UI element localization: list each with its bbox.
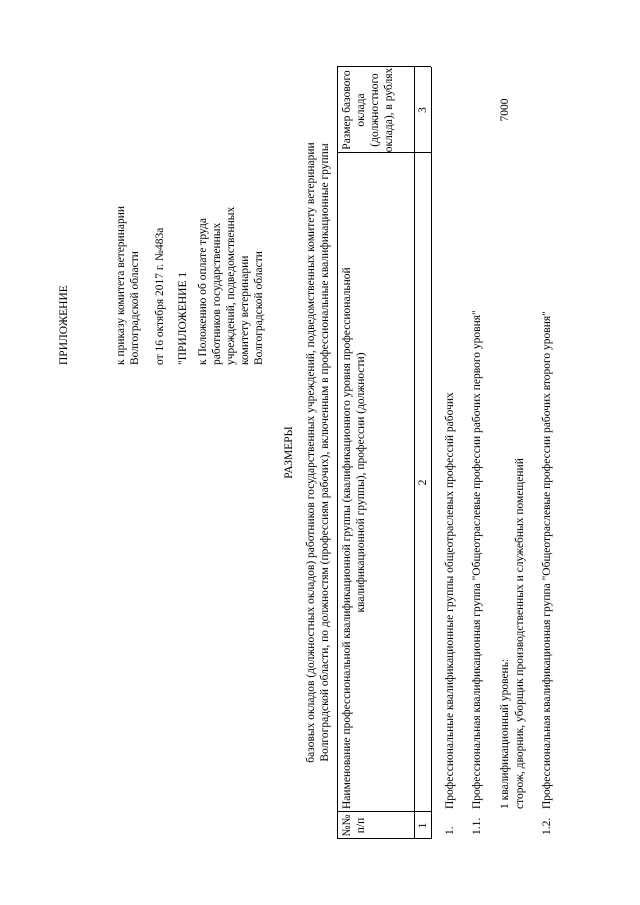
row-value: 7000 [499, 98, 511, 122]
subtitle-line-1: базовых окладов (должностных окладов) работников государственных учреждений, подведомственных комитету ветеринарии [305, 142, 317, 763]
header-name-line-2: квалификационной группы), профессии (должности) [355, 352, 367, 613]
appendix1-line-1: к Положению об оплате труда [197, 218, 209, 365]
subtitle-line-2: Волгоградской области, по должностям (профессиям рабочих), включенным в профессиональные квалификационные группы [319, 143, 331, 762]
row-text: 1 квалификационный уровень: [499, 658, 511, 809]
row-number: 1.1. [471, 817, 483, 835]
row-text: Профессиональная квалификационная группа "Общеотраслевые профессии рабочих первого уровня" [471, 310, 483, 809]
header-salary-line-2: оклада [355, 93, 367, 127]
appendix1-title: "ПРИЛОЖЕНИЕ 1 [177, 271, 189, 365]
table-top-border [337, 67, 338, 839]
row-text: сторож, дворник, уборщик производственных и служебных помещений [514, 458, 526, 809]
appendix1-line-3: учреждений, подведомственных [225, 206, 237, 365]
row-text: Профессиональные квалификационные группы общеотраслевых профессий рабочих [444, 392, 456, 809]
col-number-1: 1 [417, 822, 429, 829]
header-divider [414, 67, 415, 839]
appendix-line-1: к приказу комитета ветеринарии [115, 205, 127, 365]
header-salary-line-1: Размер базового [341, 70, 353, 150]
col-number-2: 2 [417, 479, 429, 486]
header-name-line-1: Наименование профессиональной квалификационной группы (квалификационного уровня профессиональной [341, 267, 353, 809]
header-num-line-2: п/п [355, 817, 367, 834]
col-number-3: 3 [417, 107, 429, 113]
header-salary-line-4: оклада), в рублях [383, 67, 395, 153]
row-number: 1. [444, 826, 456, 835]
header-num-line-1: №№ [341, 814, 353, 837]
number-row-divider [431, 67, 432, 839]
appendix1-line-5: Волгоградской области [253, 251, 265, 365]
document-title: РАЗМЕРЫ [283, 426, 295, 479]
appendix1-line-2: работников государственных [211, 222, 223, 365]
appendix-line-2: Волгоградской области [129, 251, 141, 365]
order-date: от 16 октября 2017 г. №483а [154, 227, 166, 365]
row-text: Профессиональная квалификационная группа "Общеотраслевые профессии рабочих второго уровня" [541, 311, 553, 809]
appendix1-line-4: комитету ветеринарии [239, 255, 251, 365]
appendix-title: ПРИЛОЖЕНИЕ [58, 285, 70, 365]
row-number: 1.2. [541, 817, 553, 835]
header-salary-line-3: (должностного [369, 73, 381, 147]
